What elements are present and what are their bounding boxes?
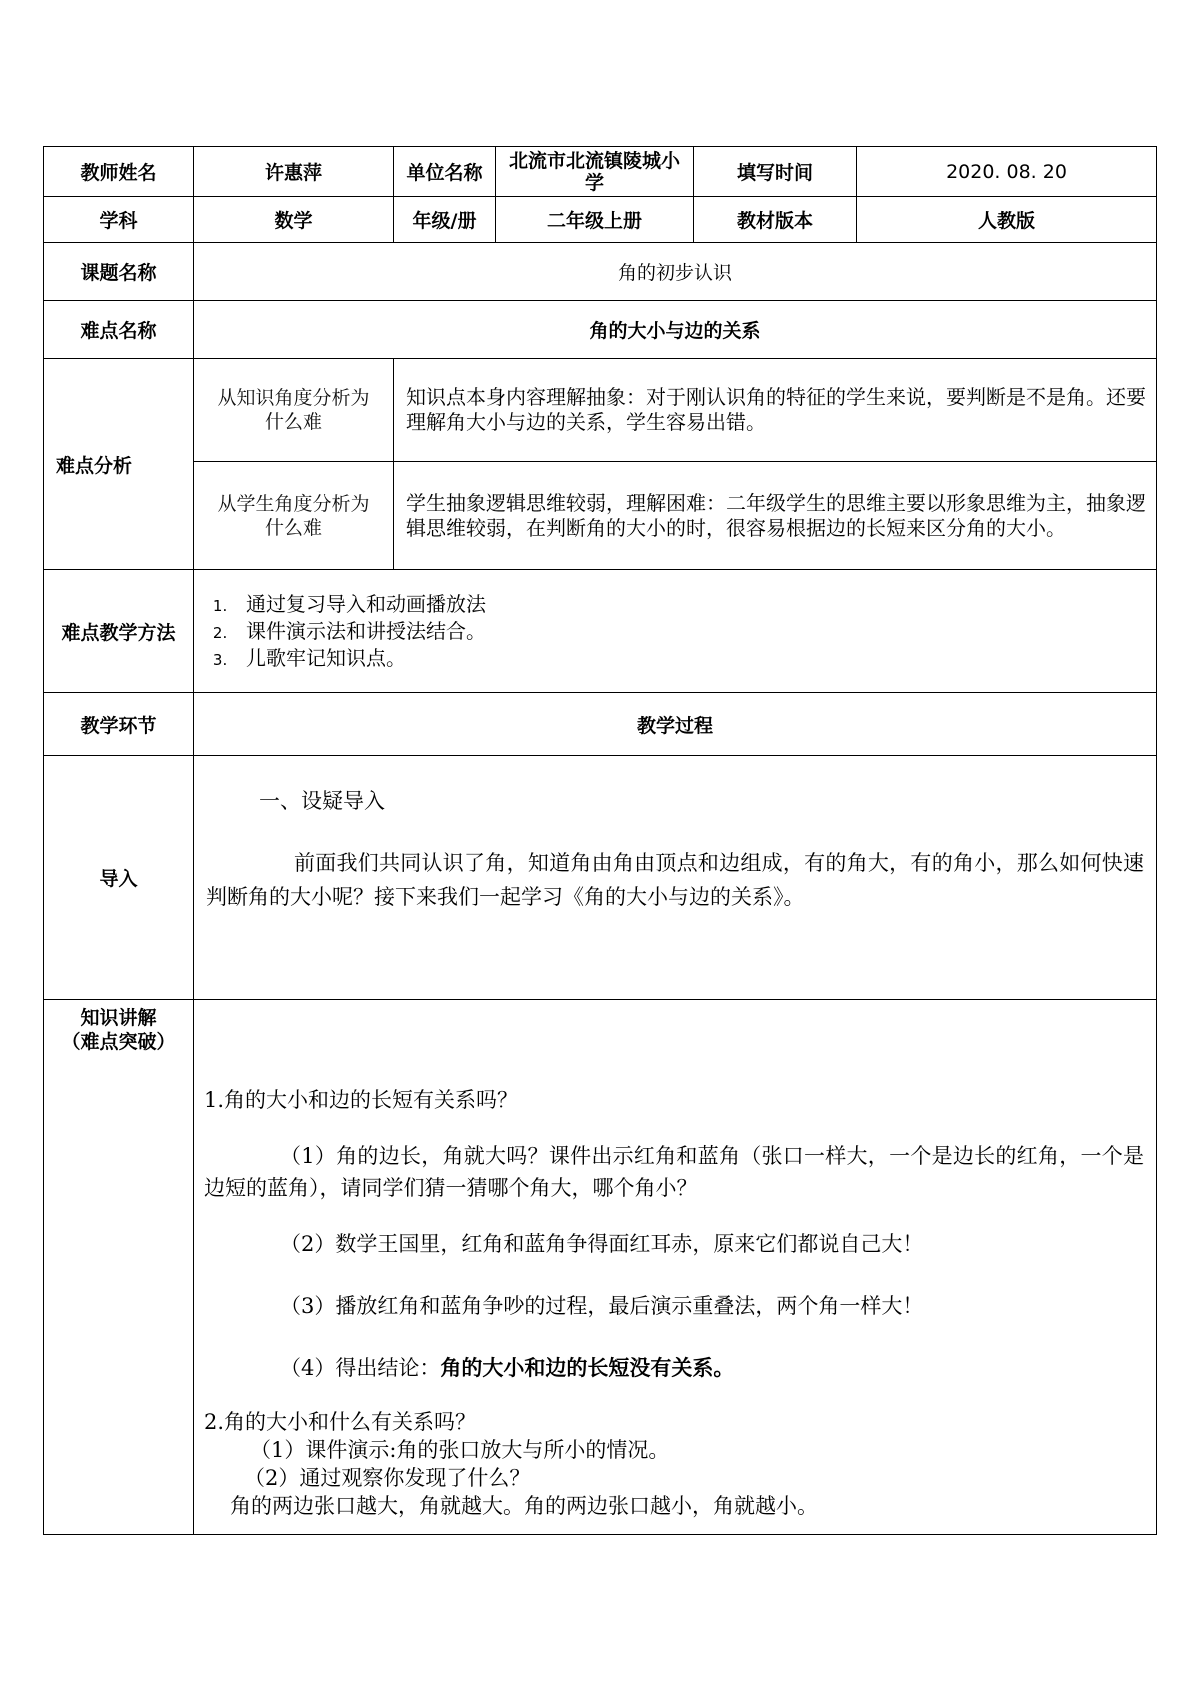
unit-label: 单位名称 <box>394 147 496 197</box>
difficulty-label: 难点名称 <box>44 301 194 359</box>
subject-label: 学科 <box>44 197 194 243</box>
unit-value: 北流市北流镇陵城小学 <box>496 147 694 197</box>
question-1: 1.角的大小和边的长短有关系吗？ <box>204 1088 519 1112</box>
topic-label: 课题名称 <box>44 243 194 301</box>
point-4-prefix: （4）得出结论： <box>280 1356 441 1380</box>
intro-heading: 一、设疑导入 <box>259 789 385 813</box>
lesson-plan-table <box>43 146 1157 1535</box>
teacher-label: 教师姓名 <box>44 147 194 197</box>
analysis-label: 难点分析 <box>44 359 194 570</box>
topic-row <box>44 243 1157 301</box>
intro-label: 导入 <box>44 756 194 1000</box>
methods-row <box>44 570 1157 693</box>
date-label: 填写时间 <box>694 147 857 197</box>
question-2: 2.角的大小和什么有关系吗？ <box>204 1410 477 1434</box>
methods-list <box>194 591 1156 672</box>
process-label: 教学环节 <box>44 693 194 756</box>
point-1: （1）角的边长，角就大吗？课件出示红角和蓝角（张口一样大，一个是边长的红角，一个是边短的蓝角），请同学们猜一猜哪个角大，哪个角小？ <box>204 1144 1144 1200</box>
method-item: 1. 通过复习导入和动画播放法 <box>232 591 1156 618</box>
header-row-1 <box>44 147 1157 197</box>
point-4 <box>204 1352 1144 1384</box>
difficulty-row <box>44 301 1157 359</box>
student-angle-text: 学生抽象逻辑思维较弱，理解困难：二年级学生的思维主要以形象思维为主，抽象逻辑思维较弱，在判断角的大小的时，很容易根据边的长短来区分角的大小。 <box>394 462 1157 570</box>
point-3: （3）播放红角和蓝角争吵的过程，最后演示重叠法，两个角一样大！ <box>280 1294 924 1318</box>
edition-label: 教材版本 <box>694 197 857 243</box>
point-2: （2）数学王国里，红角和蓝角争得面红耳赤，原来它们都说自己大！ <box>280 1232 924 1256</box>
conclusion: 角的大小和边的长短没有关系。 <box>440 1355 735 1380</box>
question-2-b: （2）通过观察你发现了什么？ <box>244 1466 531 1490</box>
question-2-a: （1）课件演示:角的张口放大与所小的情况。 <box>250 1438 670 1462</box>
header-row-2 <box>44 197 1157 243</box>
lesson-plan-sheet <box>43 146 1156 1535</box>
knowledge-row <box>44 1000 1157 1535</box>
intro-text: 前面我们共同认识了角，知道角由角由顶点和边组成，有的角大，有的角小，那么如何快速判断角的大小呢？接下来我们一起学习《角的大小与边的关系》。 <box>206 851 1144 909</box>
question-2-c: 角的两边张口越大，角就越大。角的两边张口越小，角就越小。 <box>230 1494 818 1518</box>
edition-value: 人教版 <box>857 197 1157 243</box>
analysis-row-knowledge <box>44 359 1157 462</box>
topic-value: 角的初步认识 <box>194 243 1157 301</box>
analysis-row-student <box>44 462 1157 570</box>
subject-value: 数学 <box>194 197 394 243</box>
difficulty-value: 角的大小与边的关系 <box>194 301 1157 359</box>
method-item: 2. 课件演示法和讲授法结合。 <box>232 618 1156 645</box>
intro-cell <box>194 756 1157 1000</box>
date-value: 2020. 08. 20 <box>857 147 1157 197</box>
knowledge-angle-text: 知识点本身内容理解抽象：对于刚认识角的特征的学生来说，要判断是不是角。还要理解角大小与边的关系，学生容易出错。 <box>394 359 1157 462</box>
intro-row <box>44 756 1157 1000</box>
teacher-value: 许惠萍 <box>194 147 394 197</box>
knowledge-angle-label: 从知识角度分析为什么难 <box>194 359 394 462</box>
methods-list-cell <box>194 570 1157 693</box>
knowledge-label: 知识讲解 <box>80 1007 157 1029</box>
grade-label: 年级/册 <box>394 197 496 243</box>
method-item: 3. 儿歌牢记知识点。 <box>232 645 1156 672</box>
process-row <box>44 693 1157 756</box>
process-value: 教学过程 <box>194 693 1157 756</box>
grade-value: 二年级上册 <box>496 197 694 243</box>
knowledge-label-sub: （难点突破） <box>61 1031 176 1053</box>
knowledge-cell <box>194 1000 1157 1535</box>
methods-label: 难点教学方法 <box>44 570 194 693</box>
knowledge-label-cell <box>44 1000 194 1535</box>
student-angle-label: 从学生角度分析为什么难 <box>194 462 394 570</box>
